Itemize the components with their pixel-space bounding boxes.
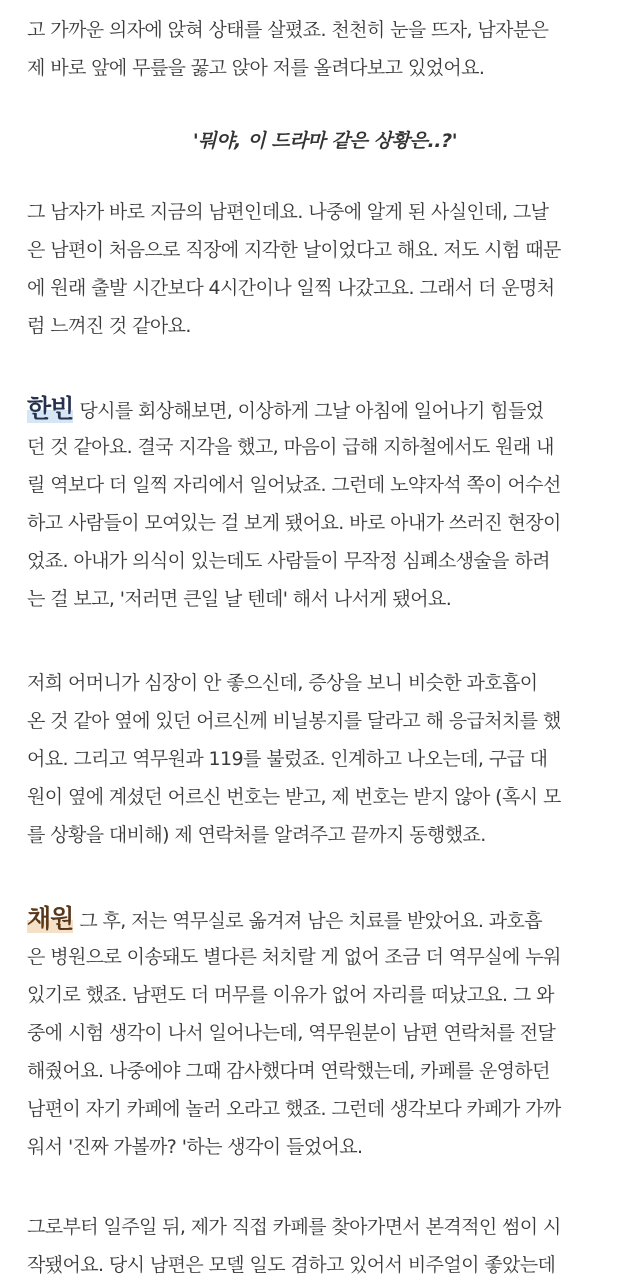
paragraph-line: 제 바로 앞에 무릎을 꿇고 앉아 저를 올려다보고 있었어요. xyxy=(27,57,485,79)
speaker-label-hanbin: 한빈 xyxy=(27,394,74,423)
paragraph-line: 하고 사람들이 모여있는 걸 보게 됐어요. 바로 아내가 쓰러진 현장이 xyxy=(27,512,561,534)
paragraph-line: 저희 어머니가 심장이 안 좋으신데, 증상을 보니 비슷한 과호흡이 xyxy=(27,672,538,694)
paragraph-5 xyxy=(27,900,623,1166)
paragraph-line: 에 원래 출발 시간보다 4시간이나 일찍 나갔고요. 그래서 더 운명처 xyxy=(27,277,555,299)
paragraph-line: 워서 '진짜 가볼까? '하는 생각이 들었어요. xyxy=(27,1136,363,1158)
paragraph-line: 고 가까운 의자에 앉혀 상태를 살폈죠. 천천히 눈을 뜨자, 남자분은 xyxy=(27,19,549,41)
paragraph-line: 었죠. 아내가 의식이 있는데도 사람들이 무작정 심폐소생술을 하려 xyxy=(27,550,550,572)
paragraph-line: 던 것 같아요. 결국 지각을 했고, 마음이 급해 지하철에서도 원래 내 xyxy=(27,436,554,458)
paragraph-2 xyxy=(27,193,623,345)
paragraph-line xyxy=(27,900,623,938)
paragraph-line: 중에 시험 생각이 나서 일어나는데, 역무원분이 남편 연락처를 전달 xyxy=(27,1022,556,1044)
paragraph-line: 그로부터 일주일 뒤, 제가 직접 카페를 찾아가면서 본격적인 썸이 시 xyxy=(27,1216,561,1238)
paragraph-line xyxy=(27,390,623,428)
pull-quote: '뭐야, 이 드라마 같은 상황은..?' xyxy=(192,130,458,152)
paragraph-line-text: 그 후, 저는 역무실로 옮겨져 남은 치료를 받았어요. 과호흡 xyxy=(79,910,543,932)
speaker-label-chaewon: 채원 xyxy=(27,904,74,933)
paragraph-line: 를 상황을 대비해) 제 연락처를 알려주고 끝까지 동행했죠. xyxy=(27,824,486,846)
paragraph-line: 는 걸 보고, '저러면 큰일 날 텐데' 해서 나서게 됐어요. xyxy=(27,588,452,610)
paragraph-3 xyxy=(27,390,623,618)
paragraph-line-text: 당시를 회상해보면, 이상하게 그날 아침에 일어나기 힘들었 xyxy=(79,400,544,422)
paragraph-1 xyxy=(27,11,623,87)
paragraph-line: 작됐어요. 당시 남편은 모델 일도 겸하고 있어서 비주얼이 좋았는데 xyxy=(27,1254,556,1276)
paragraph-line: 남편이 자기 카페에 놀러 오라고 했죠. 그런데 생각보다 카페가 가까 xyxy=(27,1098,561,1120)
paragraph-line: 온 것 같아 옆에 있던 어르신께 비닐봉지를 달라고 해 응급처치를 했 xyxy=(27,710,561,732)
paragraph-line: 은 남편이 처음으로 직장에 지각한 날이었다고 해요. 저도 시험 때문 xyxy=(27,239,561,261)
paragraph-line: 그 남자가 바로 지금의 남편인데요. 나중에 알게 된 사실인데, 그날 xyxy=(27,201,549,223)
paragraph-line: 어요. 그리고 역무원과 119를 불렀죠. 인계하고 나오는데, 구급 대 xyxy=(27,748,548,770)
paragraph-line: 럼 느껴진 것 같아요. xyxy=(27,315,191,337)
paragraph-line: 릴 역보다 더 일찍 자리에서 일어났죠. 그런데 노약자석 쪽이 어수선 xyxy=(27,474,561,496)
paragraph-line: 원이 옆에 계셨던 어르신 번호는 받고, 제 번호는 받지 않아 (혹시 모 xyxy=(27,786,561,808)
paragraph-line: 해줬어요. 나중에야 그때 감사했다며 연락했는데, 카페를 운영하던 xyxy=(27,1060,550,1082)
paragraph-4 xyxy=(27,664,623,854)
paragraph-line: 있기로 했죠. 남편도 더 머무를 이유가 없어 자리를 떠났고요. 그 와 xyxy=(27,984,554,1006)
paragraph-6 xyxy=(27,1208,623,1284)
paragraph-line: 은 병원으로 이송돼도 별다른 처치랄 게 없어 조금 더 역무실에 누워 xyxy=(27,946,561,968)
